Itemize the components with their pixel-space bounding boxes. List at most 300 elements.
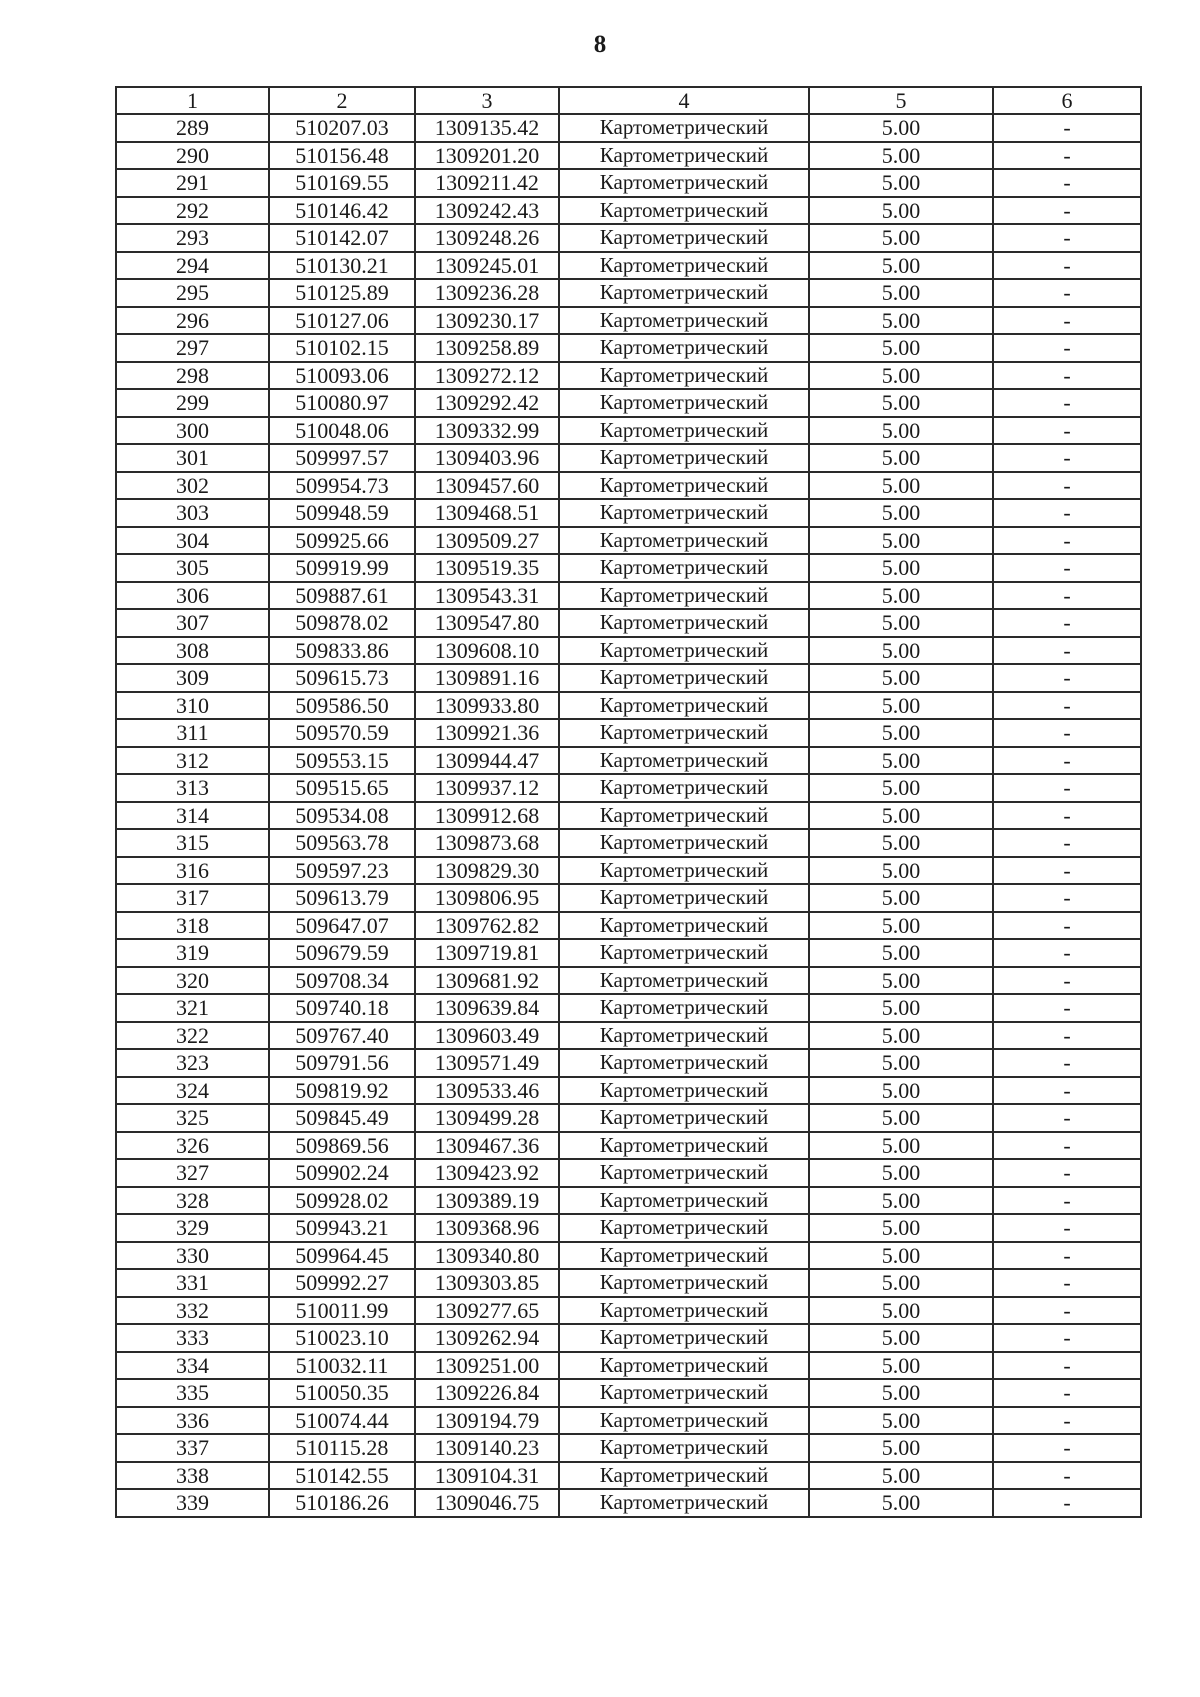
- y-coordinate-cell: 1309509.27: [415, 527, 559, 555]
- point-number-cell: 313: [116, 774, 269, 802]
- accuracy-cell: 5.00: [809, 279, 993, 307]
- method-cell: Картометрический: [559, 609, 809, 637]
- accuracy-cell: 5.00: [809, 1242, 993, 1270]
- x-coordinate-cell: 509679.59: [269, 939, 415, 967]
- y-coordinate-cell: 1309519.35: [415, 554, 559, 582]
- note-cell: -: [993, 554, 1141, 582]
- table-row: [116, 527, 1141, 555]
- point-number-cell: 318: [116, 912, 269, 940]
- note-cell: -: [993, 417, 1141, 445]
- note-cell: -: [993, 802, 1141, 830]
- accuracy-cell: 5.00: [809, 527, 993, 555]
- method-cell: Картометрический: [559, 224, 809, 252]
- x-coordinate-cell: 509992.27: [269, 1269, 415, 1297]
- point-number-cell: 289: [116, 114, 269, 142]
- table-row: [116, 362, 1141, 390]
- table-row: [116, 554, 1141, 582]
- point-number-cell: 316: [116, 857, 269, 885]
- table-row: [116, 169, 1141, 197]
- note-cell: -: [993, 389, 1141, 417]
- point-number-cell: 328: [116, 1187, 269, 1215]
- y-coordinate-cell: 1309226.84: [415, 1379, 559, 1407]
- note-cell: -: [993, 1104, 1141, 1132]
- y-coordinate-cell: 1309608.10: [415, 637, 559, 665]
- note-cell: -: [993, 1407, 1141, 1435]
- table-row: [116, 1324, 1141, 1352]
- table-row: [116, 1297, 1141, 1325]
- point-number-cell: 307: [116, 609, 269, 637]
- accuracy-cell: 5.00: [809, 1462, 993, 1490]
- column-header: 5: [809, 87, 993, 114]
- x-coordinate-cell: 509740.18: [269, 994, 415, 1022]
- method-cell: Картометрический: [559, 142, 809, 170]
- y-coordinate-cell: 1309251.00: [415, 1352, 559, 1380]
- column-header: 6: [993, 87, 1141, 114]
- note-cell: -: [993, 334, 1141, 362]
- y-coordinate-cell: 1309944.47: [415, 747, 559, 775]
- accuracy-cell: 5.00: [809, 307, 993, 335]
- method-cell: Картометрический: [559, 1104, 809, 1132]
- x-coordinate-cell: 510074.44: [269, 1407, 415, 1435]
- point-number-cell: 335: [116, 1379, 269, 1407]
- table-row: [116, 389, 1141, 417]
- y-coordinate-cell: 1309272.12: [415, 362, 559, 390]
- note-cell: -: [993, 747, 1141, 775]
- x-coordinate-cell: 509791.56: [269, 1049, 415, 1077]
- accuracy-cell: 5.00: [809, 1159, 993, 1187]
- method-cell: Картометрический: [559, 692, 809, 720]
- table-row: [116, 307, 1141, 335]
- accuracy-cell: 5.00: [809, 389, 993, 417]
- accuracy-cell: 5.00: [809, 967, 993, 995]
- point-number-cell: 336: [116, 1407, 269, 1435]
- point-number-cell: 320: [116, 967, 269, 995]
- table-row: [116, 1077, 1141, 1105]
- method-cell: Картометрический: [559, 417, 809, 445]
- x-coordinate-cell: 510146.42: [269, 197, 415, 225]
- accuracy-cell: 5.00: [809, 334, 993, 362]
- table-row: [116, 417, 1141, 445]
- x-coordinate-cell: 510125.89: [269, 279, 415, 307]
- table-row: [116, 1242, 1141, 1270]
- y-coordinate-cell: 1309245.01: [415, 252, 559, 280]
- accuracy-cell: 5.00: [809, 664, 993, 692]
- x-coordinate-cell: 509833.86: [269, 637, 415, 665]
- accuracy-cell: 5.00: [809, 252, 993, 280]
- accuracy-cell: 5.00: [809, 142, 993, 170]
- method-cell: Картометрический: [559, 829, 809, 857]
- point-number-cell: 326: [116, 1132, 269, 1160]
- note-cell: -: [993, 967, 1141, 995]
- column-header: 4: [559, 87, 809, 114]
- accuracy-cell: 5.00: [809, 1077, 993, 1105]
- y-coordinate-cell: 1309719.81: [415, 939, 559, 967]
- method-cell: Картометрический: [559, 279, 809, 307]
- note-cell: -: [993, 362, 1141, 390]
- table-row: [116, 1187, 1141, 1215]
- table-row: [116, 1434, 1141, 1462]
- y-coordinate-cell: 1309242.43: [415, 197, 559, 225]
- table-row: [116, 1352, 1141, 1380]
- table-row: [116, 637, 1141, 665]
- accuracy-cell: 5.00: [809, 747, 993, 775]
- note-cell: -: [993, 1269, 1141, 1297]
- y-coordinate-cell: 1309468.51: [415, 499, 559, 527]
- accuracy-cell: 5.00: [809, 1489, 993, 1517]
- accuracy-cell: 5.00: [809, 1187, 993, 1215]
- method-cell: Картометрический: [559, 362, 809, 390]
- point-number-cell: 337: [116, 1434, 269, 1462]
- x-coordinate-cell: 509647.07: [269, 912, 415, 940]
- table-row: [116, 719, 1141, 747]
- method-cell: Картометрический: [559, 1407, 809, 1435]
- point-number-cell: 304: [116, 527, 269, 555]
- note-cell: -: [993, 582, 1141, 610]
- point-number-cell: 311: [116, 719, 269, 747]
- accuracy-cell: 5.00: [809, 197, 993, 225]
- accuracy-cell: 5.00: [809, 362, 993, 390]
- point-number-cell: 319: [116, 939, 269, 967]
- column-header: 3: [415, 87, 559, 114]
- method-cell: Картометрический: [559, 499, 809, 527]
- x-coordinate-cell: 510115.28: [269, 1434, 415, 1462]
- method-cell: Картометрический: [559, 774, 809, 802]
- method-cell: Картометрический: [559, 857, 809, 885]
- point-number-cell: 331: [116, 1269, 269, 1297]
- note-cell: -: [993, 1297, 1141, 1325]
- note-cell: -: [993, 637, 1141, 665]
- y-coordinate-cell: 1309389.19: [415, 1187, 559, 1215]
- accuracy-cell: 5.00: [809, 1104, 993, 1132]
- method-cell: Картометрический: [559, 1242, 809, 1270]
- x-coordinate-cell: 510186.26: [269, 1489, 415, 1517]
- y-coordinate-cell: 1309933.80: [415, 692, 559, 720]
- point-number-cell: 323: [116, 1049, 269, 1077]
- method-cell: Картометрический: [559, 444, 809, 472]
- point-number-cell: 299: [116, 389, 269, 417]
- x-coordinate-cell: 509943.21: [269, 1214, 415, 1242]
- note-cell: -: [993, 884, 1141, 912]
- x-coordinate-cell: 510102.15: [269, 334, 415, 362]
- x-coordinate-cell: 509708.34: [269, 967, 415, 995]
- table-row: [116, 1159, 1141, 1187]
- x-coordinate-cell: 510023.10: [269, 1324, 415, 1352]
- y-coordinate-cell: 1309681.92: [415, 967, 559, 995]
- table-row: [116, 142, 1141, 170]
- point-number-cell: 298: [116, 362, 269, 390]
- note-cell: -: [993, 1022, 1141, 1050]
- point-number-cell: 325: [116, 1104, 269, 1132]
- x-coordinate-cell: 509819.92: [269, 1077, 415, 1105]
- point-number-cell: 330: [116, 1242, 269, 1270]
- method-cell: Картометрический: [559, 1214, 809, 1242]
- method-cell: Картометрический: [559, 1462, 809, 1490]
- table-row: [116, 967, 1141, 995]
- x-coordinate-cell: 509928.02: [269, 1187, 415, 1215]
- point-number-cell: 297: [116, 334, 269, 362]
- table-row: [116, 912, 1141, 940]
- method-cell: Картометрический: [559, 554, 809, 582]
- note-cell: -: [993, 1379, 1141, 1407]
- x-coordinate-cell: 509878.02: [269, 609, 415, 637]
- x-coordinate-cell: 510093.06: [269, 362, 415, 390]
- point-number-cell: 308: [116, 637, 269, 665]
- method-cell: Картометрический: [559, 1049, 809, 1077]
- note-cell: -: [993, 1214, 1141, 1242]
- accuracy-cell: 5.00: [809, 224, 993, 252]
- accuracy-cell: 5.00: [809, 719, 993, 747]
- y-coordinate-cell: 1309423.92: [415, 1159, 559, 1187]
- note-cell: -: [993, 609, 1141, 637]
- accuracy-cell: 5.00: [809, 1434, 993, 1462]
- accuracy-cell: 5.00: [809, 114, 993, 142]
- note-cell: -: [993, 1077, 1141, 1105]
- note-cell: -: [993, 692, 1141, 720]
- accuracy-cell: 5.00: [809, 169, 993, 197]
- table-row: [116, 857, 1141, 885]
- method-cell: Картометрический: [559, 1187, 809, 1215]
- point-number-cell: 293: [116, 224, 269, 252]
- y-coordinate-cell: 1309403.96: [415, 444, 559, 472]
- x-coordinate-cell: 509767.40: [269, 1022, 415, 1050]
- note-cell: -: [993, 1159, 1141, 1187]
- point-number-cell: 321: [116, 994, 269, 1022]
- y-coordinate-cell: 1309201.20: [415, 142, 559, 170]
- table-row: [116, 802, 1141, 830]
- note-cell: -: [993, 857, 1141, 885]
- x-coordinate-cell: 509964.45: [269, 1242, 415, 1270]
- y-coordinate-cell: 1309368.96: [415, 1214, 559, 1242]
- method-cell: Картометрический: [559, 1132, 809, 1160]
- note-cell: -: [993, 939, 1141, 967]
- point-number-cell: 333: [116, 1324, 269, 1352]
- x-coordinate-cell: 509534.08: [269, 802, 415, 830]
- point-number-cell: 301: [116, 444, 269, 472]
- accuracy-cell: 5.00: [809, 1214, 993, 1242]
- note-cell: -: [993, 664, 1141, 692]
- method-cell: Картометрический: [559, 719, 809, 747]
- point-number-cell: 300: [116, 417, 269, 445]
- y-coordinate-cell: 1309547.80: [415, 609, 559, 637]
- y-coordinate-cell: 1309248.26: [415, 224, 559, 252]
- note-cell: -: [993, 252, 1141, 280]
- point-number-cell: 305: [116, 554, 269, 582]
- x-coordinate-cell: 510130.21: [269, 252, 415, 280]
- y-coordinate-cell: 1309194.79: [415, 1407, 559, 1435]
- x-coordinate-cell: 509615.73: [269, 664, 415, 692]
- note-cell: -: [993, 1242, 1141, 1270]
- table-row: [116, 1049, 1141, 1077]
- y-coordinate-cell: 1309829.30: [415, 857, 559, 885]
- accuracy-cell: 5.00: [809, 912, 993, 940]
- point-number-cell: 292: [116, 197, 269, 225]
- x-coordinate-cell: 510080.97: [269, 389, 415, 417]
- y-coordinate-cell: 1309140.23: [415, 1434, 559, 1462]
- y-coordinate-cell: 1309258.89: [415, 334, 559, 362]
- point-number-cell: 296: [116, 307, 269, 335]
- accuracy-cell: 5.00: [809, 609, 993, 637]
- y-coordinate-cell: 1309262.94: [415, 1324, 559, 1352]
- accuracy-cell: 5.00: [809, 994, 993, 1022]
- method-cell: Картометрический: [559, 169, 809, 197]
- method-cell: Картометрический: [559, 472, 809, 500]
- accuracy-cell: 5.00: [809, 1269, 993, 1297]
- note-cell: -: [993, 169, 1141, 197]
- y-coordinate-cell: 1309332.99: [415, 417, 559, 445]
- accuracy-cell: 5.00: [809, 417, 993, 445]
- y-coordinate-cell: 1309104.31: [415, 1462, 559, 1490]
- point-number-cell: 306: [116, 582, 269, 610]
- table-row: [116, 884, 1141, 912]
- table-row: [116, 1462, 1141, 1490]
- note-cell: -: [993, 279, 1141, 307]
- x-coordinate-cell: 510032.11: [269, 1352, 415, 1380]
- table-row: [116, 1022, 1141, 1050]
- table-row: [116, 334, 1141, 362]
- accuracy-cell: 5.00: [809, 554, 993, 582]
- method-cell: Картометрический: [559, 1434, 809, 1462]
- note-cell: -: [993, 527, 1141, 555]
- y-coordinate-cell: 1309046.75: [415, 1489, 559, 1517]
- x-coordinate-cell: 509586.50: [269, 692, 415, 720]
- table-row: [116, 774, 1141, 802]
- table-header-row: [116, 87, 1141, 114]
- accuracy-cell: 5.00: [809, 857, 993, 885]
- x-coordinate-cell: 509553.15: [269, 747, 415, 775]
- note-cell: -: [993, 719, 1141, 747]
- method-cell: Картометрический: [559, 1489, 809, 1517]
- y-coordinate-cell: 1309467.36: [415, 1132, 559, 1160]
- table-body: [116, 114, 1141, 1517]
- accuracy-cell: 5.00: [809, 1407, 993, 1435]
- method-cell: Картометрический: [559, 307, 809, 335]
- y-coordinate-cell: 1309135.42: [415, 114, 559, 142]
- y-coordinate-cell: 1309921.36: [415, 719, 559, 747]
- note-cell: -: [993, 1434, 1141, 1462]
- method-cell: Картометрический: [559, 527, 809, 555]
- point-number-cell: 294: [116, 252, 269, 280]
- accuracy-cell: 5.00: [809, 499, 993, 527]
- method-cell: Картометрический: [559, 1159, 809, 1187]
- note-cell: -: [993, 472, 1141, 500]
- x-coordinate-cell: 510169.55: [269, 169, 415, 197]
- y-coordinate-cell: 1309499.28: [415, 1104, 559, 1132]
- x-coordinate-cell: 510127.06: [269, 307, 415, 335]
- y-coordinate-cell: 1309639.84: [415, 994, 559, 1022]
- note-cell: -: [993, 1352, 1141, 1380]
- method-cell: Картометрический: [559, 967, 809, 995]
- method-cell: Картометрический: [559, 884, 809, 912]
- accuracy-cell: 5.00: [809, 1297, 993, 1325]
- y-coordinate-cell: 1309912.68: [415, 802, 559, 830]
- point-number-cell: 327: [116, 1159, 269, 1187]
- accuracy-cell: 5.00: [809, 472, 993, 500]
- table-row: [116, 1379, 1141, 1407]
- accuracy-cell: 5.00: [809, 444, 993, 472]
- x-coordinate-cell: 509919.99: [269, 554, 415, 582]
- point-number-cell: 295: [116, 279, 269, 307]
- y-coordinate-cell: 1309571.49: [415, 1049, 559, 1077]
- coordinates-table: [115, 86, 1142, 1518]
- method-cell: Картометрический: [559, 1077, 809, 1105]
- table-row: [116, 939, 1141, 967]
- method-cell: Картометрический: [559, 912, 809, 940]
- table-row: [116, 1214, 1141, 1242]
- point-number-cell: 334: [116, 1352, 269, 1380]
- accuracy-cell: 5.00: [809, 1022, 993, 1050]
- table-row: [116, 1489, 1141, 1517]
- table-row: [116, 444, 1141, 472]
- note-cell: -: [993, 197, 1141, 225]
- x-coordinate-cell: 509948.59: [269, 499, 415, 527]
- x-coordinate-cell: 510011.99: [269, 1297, 415, 1325]
- table-row: [116, 252, 1141, 280]
- method-cell: Картометрический: [559, 939, 809, 967]
- method-cell: Картометрический: [559, 1324, 809, 1352]
- y-coordinate-cell: 1309603.49: [415, 1022, 559, 1050]
- table-row: [116, 692, 1141, 720]
- method-cell: Картометрический: [559, 334, 809, 362]
- y-coordinate-cell: 1309292.42: [415, 389, 559, 417]
- table-row: [116, 114, 1141, 142]
- method-cell: Картометрический: [559, 252, 809, 280]
- accuracy-cell: 5.00: [809, 582, 993, 610]
- point-number-cell: 310: [116, 692, 269, 720]
- method-cell: Картометрический: [559, 1379, 809, 1407]
- y-coordinate-cell: 1309236.28: [415, 279, 559, 307]
- note-cell: -: [993, 444, 1141, 472]
- method-cell: Картометрический: [559, 1022, 809, 1050]
- method-cell: Картометрический: [559, 994, 809, 1022]
- y-coordinate-cell: 1309230.17: [415, 307, 559, 335]
- accuracy-cell: 5.00: [809, 829, 993, 857]
- table-row: [116, 829, 1141, 857]
- x-coordinate-cell: 509869.56: [269, 1132, 415, 1160]
- x-coordinate-cell: 509997.57: [269, 444, 415, 472]
- accuracy-cell: 5.00: [809, 692, 993, 720]
- method-cell: Картометрический: [559, 197, 809, 225]
- point-number-cell: 309: [116, 664, 269, 692]
- accuracy-cell: 5.00: [809, 1049, 993, 1077]
- table-row: [116, 1104, 1141, 1132]
- accuracy-cell: 5.00: [809, 1352, 993, 1380]
- point-number-cell: 322: [116, 1022, 269, 1050]
- page-number: 8: [593, 31, 607, 58]
- method-cell: Картометрический: [559, 114, 809, 142]
- note-cell: -: [993, 307, 1141, 335]
- y-coordinate-cell: 1309457.60: [415, 472, 559, 500]
- table-row: [116, 1407, 1141, 1435]
- accuracy-cell: 5.00: [809, 774, 993, 802]
- column-header: 2: [269, 87, 415, 114]
- y-coordinate-cell: 1309937.12: [415, 774, 559, 802]
- method-cell: Картометрический: [559, 1297, 809, 1325]
- x-coordinate-cell: 509570.59: [269, 719, 415, 747]
- y-coordinate-cell: 1309873.68: [415, 829, 559, 857]
- x-coordinate-cell: 509925.66: [269, 527, 415, 555]
- x-coordinate-cell: 510156.48: [269, 142, 415, 170]
- point-number-cell: 303: [116, 499, 269, 527]
- note-cell: -: [993, 774, 1141, 802]
- x-coordinate-cell: 510050.35: [269, 1379, 415, 1407]
- accuracy-cell: 5.00: [809, 1324, 993, 1352]
- x-coordinate-cell: 509563.78: [269, 829, 415, 857]
- point-number-cell: 324: [116, 1077, 269, 1105]
- y-coordinate-cell: 1309806.95: [415, 884, 559, 912]
- note-cell: -: [993, 499, 1141, 527]
- table-row: [116, 279, 1141, 307]
- y-coordinate-cell: 1309211.42: [415, 169, 559, 197]
